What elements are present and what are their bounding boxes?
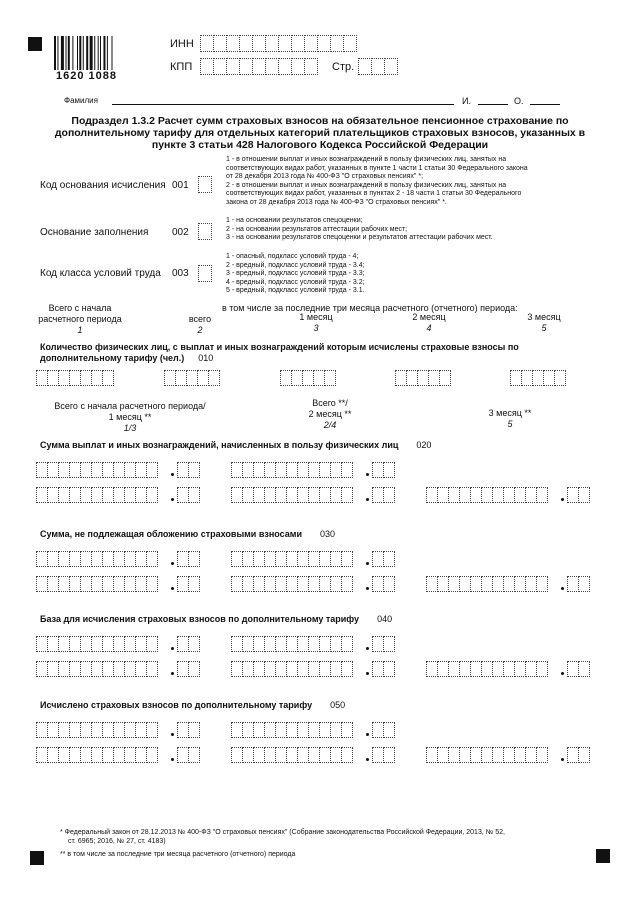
decimal-point [366,647,369,650]
subheader-col-b: Всего **/ 2 месяц ** 2/4 [308,398,352,430]
input-cell[interactable] [439,370,451,386]
line-010-col5-cells[interactable] [510,370,565,386]
decimal-point [561,758,564,761]
input-cell[interactable] [383,551,395,567]
subheader-col-c: 3 месяц ** 5 [488,408,532,429]
section-030-amount-cells[interactable] [426,576,547,592]
section-030-kopecks-cells[interactable] [372,576,394,592]
decimal-point [366,733,369,736]
input-cell[interactable] [341,636,353,652]
footnote-2: ** в том числе за последние три месяца расчетного (отчетного) периода [60,851,296,858]
decimal-point [171,587,174,590]
patronymic-field[interactable] [530,104,560,105]
section-050-label [40,700,345,710]
barcode-number: 1620 1088 [56,70,117,82]
barcode-bar [57,36,58,70]
input-cell[interactable] [188,462,200,478]
decimal-point [366,672,369,675]
section-050-kopecks-cells[interactable] [177,747,199,763]
section-030-amount-cells[interactable] [36,576,157,592]
input-cell[interactable] [341,747,353,763]
since-start-header: Всего с начала расчетного периода 1 [38,303,122,335]
input-cell[interactable] [578,661,590,677]
input-cell[interactable] [239,35,253,52]
input-cell[interactable] [252,35,266,52]
decimal-point [366,473,369,476]
barcode-bar [100,36,101,70]
input-cell[interactable] [341,551,353,567]
calc-basis-cell[interactable] [198,176,211,193]
fill-basis-cell[interactable] [198,223,211,240]
decimal-point [171,562,174,565]
section-030-kopecks-cells[interactable] [567,576,589,592]
input-cell[interactable] [265,58,279,75]
decimal-point [561,672,564,675]
input-cell[interactable] [188,722,200,738]
total-header: всего 2 [188,314,212,335]
section-code: 030 [319,529,336,539]
line-010-col2-cells[interactable] [164,370,219,386]
input-cell[interactable] [188,661,200,677]
input-cell[interactable] [304,58,318,75]
input-cell[interactable] [278,35,292,52]
input-cell[interactable] [226,35,240,52]
input-cell[interactable] [317,35,331,52]
page-label: Стр. [332,61,355,73]
line-010-col4-cells[interactable] [395,370,450,386]
inn-label: ИНН [170,38,194,50]
input-cell[interactable] [324,370,336,386]
section-050-amount-cells[interactable] [231,747,352,763]
input-cell[interactable] [578,576,590,592]
input-cell[interactable] [383,747,395,763]
barcode-icon [54,36,134,70]
work-class-cell[interactable] [198,265,211,282]
section-020-kopecks-cells[interactable] [372,487,394,503]
section-030-kopecks-cells[interactable] [177,551,199,567]
section-020-kopecks-cells[interactable] [177,487,199,503]
input-cell[interactable] [383,462,395,478]
decimal-point [366,587,369,590]
last-three-header: в том числе за последние три месяца расчетного (отчетного) периода: [222,303,518,313]
barcode-bar [90,36,93,70]
barcode-bar [79,36,81,70]
decimal-point [366,498,369,501]
input-cell[interactable] [198,176,212,193]
section-040-amount-cells[interactable] [36,661,157,677]
input-cell[interactable] [554,370,566,386]
inn-cells[interactable] [200,35,356,52]
section-code: 020 [416,440,432,450]
barcode-bar [72,36,73,70]
section-code: 050 [330,700,346,710]
decimal-point [561,587,564,590]
subheader-col-a: Всего с начала расчетного периода/ 1 месяц ** 1/3 [54,401,206,433]
corner-marker-top-left [28,37,42,51]
section-050-amount-cells[interactable] [426,747,547,763]
input-cell[interactable] [536,661,548,677]
input-cell[interactable] [291,58,305,75]
section-050-kopecks-cells[interactable] [177,722,199,738]
calc-basis-label: Код основания исчисления [40,180,166,191]
input-cell[interactable] [291,35,305,52]
input-cell[interactable] [102,370,114,386]
section-040-label [40,614,392,624]
section-030-kopecks-cells[interactable] [177,576,199,592]
input-cell[interactable] [200,58,214,75]
section-title: База для исчисления страховых взносов по дополнительному тарифу [40,614,360,624]
input-cell[interactable] [188,636,200,652]
kpp-cells[interactable] [200,58,317,75]
barcode-bar [68,36,70,70]
decimal-point [171,498,174,501]
work-class-code: 003 [172,268,189,279]
input-cell[interactable] [188,487,200,503]
input-cell[interactable] [200,35,214,52]
month3-header: 3 месяц 5 [527,312,561,333]
section-020-kopecks-cells[interactable] [372,462,394,478]
footnote-1: * Федеральный закон от 28.12.2013 № 400-ФЗ "О страховых пенсиях" (Собрание законодательства Российской Федерации, 2013, № 52, ст. 6965; 2016, № 27, ст. 4183) [60,829,505,845]
input-cell[interactable] [341,576,353,592]
section-020-kopecks-cells[interactable] [177,462,199,478]
barcode-bar [66,36,67,70]
input-cell[interactable] [343,35,357,52]
input-cell[interactable] [536,487,548,503]
surname-field[interactable] [112,104,454,105]
barcode-bar [107,36,108,70]
section-040-kopecks-cells[interactable] [372,636,394,652]
calc-basis-notes: 1 - в отношении выплат и иных вознаграждений в пользу физических лиц, занятых на соответствующих видах работ, указанных в пункте 1 части 1 статьи 30 Федерального закона от 28 декабря 2013 года № 400-ФЗ "О страховых пенсиях" *; 2 - в отношении выплат и иных вознаграждений в пользу физических лиц, занятых на соответствующих видах работ, указанных в пунктах 2 - 18 части 1 статьи 30 Федерального закона от 28 декабря 2013 года № 400-ФЗ "О страховых пенсиях" *. [226,156,528,206]
barcode-bar [112,36,113,70]
decimal-point [366,562,369,565]
barcode-bar [83,36,84,70]
input-cell[interactable] [208,370,220,386]
input-cell[interactable] [146,636,158,652]
input-cell[interactable] [188,747,200,763]
section-050-amount-cells[interactable] [36,722,157,738]
input-cell[interactable] [226,58,240,75]
section-title: Сумма выплат и иных вознаграждений, начисленных в пользу физических лиц [40,440,399,450]
section-020-kopecks-cells[interactable] [567,487,589,503]
section-030-label [40,529,335,539]
input-cell[interactable] [304,35,318,52]
calc-basis-code: 001 [172,180,189,191]
section-040-kopecks-cells[interactable] [372,661,394,677]
section-030-amount-cells[interactable] [231,576,352,592]
section-040-kopecks-cells[interactable] [177,661,199,677]
input-cell[interactable] [213,58,227,75]
input-cell[interactable] [146,462,158,478]
line-010-col1-cells[interactable] [36,370,113,386]
input-cell[interactable] [536,576,548,592]
section-050-amount-cells[interactable] [231,722,352,738]
decimal-point [171,758,174,761]
page-title: Подраздел 1.3.2 Расчет сумм страховых взносов на обязательное пенсионное страхование по дополнительному тарифу для отдельных категорий плательщиков страховых взносов, указанных в пункте 3 статьи 428 Налогового Кодекса Российской Федерации [54,115,586,151]
corner-marker-bottom-left [30,851,44,865]
input-cell[interactable] [578,487,590,503]
decimal-point [561,498,564,501]
section-020-amount-cells[interactable] [231,487,352,503]
input-cell[interactable] [188,551,200,567]
month1-header: 1 месяц 3 [299,312,333,333]
section-050-kopecks-cells[interactable] [567,747,589,763]
section-020-amount-cells[interactable] [426,487,547,503]
section-020-amount-cells[interactable] [36,462,157,478]
barcode-bar [103,36,105,70]
input-cell[interactable] [265,35,279,52]
input-cell[interactable] [198,265,212,282]
section-040-amount-cells[interactable] [231,636,352,652]
input-cell[interactable] [198,223,212,240]
input-cell[interactable] [371,58,385,75]
kpp-label: КПП [170,61,193,73]
section-050-kopecks-cells[interactable] [372,722,394,738]
input-cell[interactable] [341,722,353,738]
decimal-point [366,758,369,761]
decimal-point [171,647,174,650]
fill-basis-notes: 1 - на основании результатов спецоценки; 2 - на основании результатов аттестации рабочих мест; 3 - на основании результатов спецоценки и результатов аттестации рабочих мест. [226,217,493,241]
section-030-kopecks-cells[interactable] [372,551,394,567]
name-label: И. [462,96,471,106]
section-020-amount-cells[interactable] [231,462,352,478]
section-040-amount-cells[interactable] [231,661,352,677]
line-010-col3-cells[interactable] [280,370,335,386]
input-cell[interactable] [383,487,395,503]
input-cell[interactable] [146,487,158,503]
line-010-label: Количество физических лиц, с выплат и иных вознаграждений которым исчислены страховые взносы по дополнительному тарифу (чел.) 010 [40,342,519,363]
input-cell[interactable] [146,722,158,738]
input-cell[interactable] [146,551,158,567]
input-cell[interactable] [358,58,372,75]
section-030-amount-cells[interactable] [231,551,352,567]
input-cell[interactable] [252,58,266,75]
input-cell[interactable] [383,636,395,652]
decimal-point [171,733,174,736]
input-cell[interactable] [278,58,292,75]
fill-basis-label: Основание заполнения [40,227,149,238]
fill-basis-code: 002 [172,227,189,238]
section-code: 040 [377,614,393,624]
input-cell[interactable] [341,661,353,677]
section-title: Исчислено страховых взносов по дополнительному тарифу [40,700,313,710]
section-040-kopecks-cells[interactable] [567,661,589,677]
input-cell[interactable] [384,58,398,75]
input-cell[interactable] [146,661,158,677]
patronymic-label: О. [514,96,524,106]
input-cell[interactable] [341,487,353,503]
input-cell[interactable] [341,462,353,478]
page-cells[interactable] [358,58,397,75]
section-040-amount-cells[interactable] [426,661,547,677]
barcode-bar [54,36,56,70]
section-040-kopecks-cells[interactable] [177,636,199,652]
barcode-bar [98,36,99,70]
barcode-bar [86,36,88,70]
work-class-notes: 1 - опасный, подкласс условий труда - 4; 2 - вредный, подкласс условий труда - 3.4; 3 - вредный, подкласс условий труда - 3.3; 4 - вредный, подкласс условий труда - 3.2; 5 - вредный, подкласс условий труда - 3.1. [226,253,365,294]
input-cell[interactable] [188,576,200,592]
input-cell[interactable] [383,661,395,677]
section-040-amount-cells[interactable] [36,636,157,652]
input-cell[interactable] [146,576,158,592]
work-class-label: Код класса условий труда [40,268,161,279]
input-cell[interactable] [239,58,253,75]
section-050-kopecks-cells[interactable] [372,747,394,763]
section-030-amount-cells[interactable] [36,551,157,567]
barcode-bar [94,36,95,70]
input-cell[interactable] [146,747,158,763]
input-cell[interactable] [330,35,344,52]
decimal-point [171,672,174,675]
input-cell[interactable] [383,722,395,738]
surname-label: Фамилия [64,96,98,105]
barcode-bar [61,36,64,70]
input-cell[interactable] [383,576,395,592]
input-cell[interactable] [213,35,227,52]
section-050-amount-cells[interactable] [36,747,157,763]
section-020-amount-cells[interactable] [36,487,157,503]
section-020-label [40,440,431,450]
decimal-point [171,473,174,476]
input-cell[interactable] [578,747,590,763]
name-field[interactable] [478,104,508,105]
section-title: Сумма, не подлежащая обложению страховыми взносами [40,529,302,539]
input-cell[interactable] [536,747,548,763]
month2-header: 2 месяц 4 [412,312,446,333]
barcode-bar [77,36,78,70]
corner-marker-bottom-right [596,849,610,863]
